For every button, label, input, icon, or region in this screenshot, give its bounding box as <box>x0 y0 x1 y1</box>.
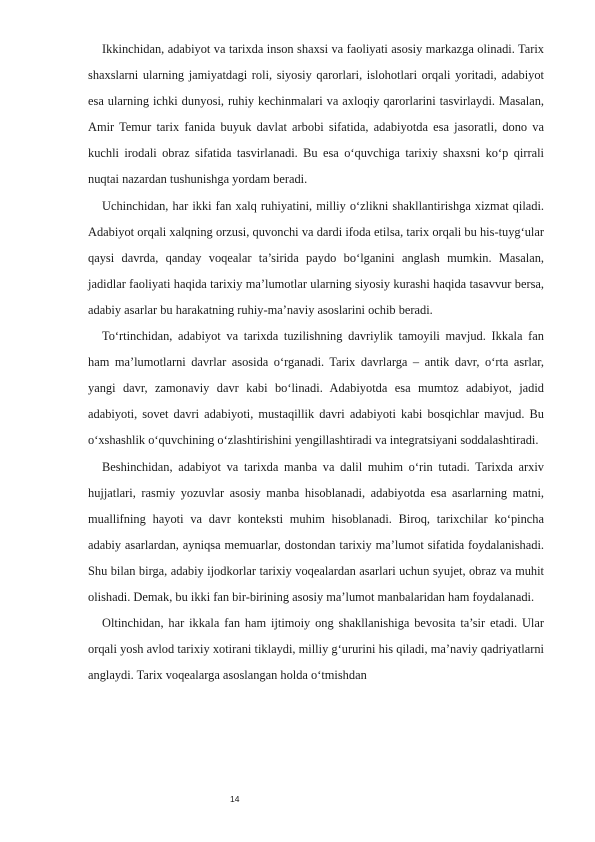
paragraph-uchinchidan: Uchinchidan, har ikki fan xalq ruhiyatini, milliy o‘zlikni shakllantirishga xizmat qiladi. Adabiyot orqali xalqning orzusi, quvonchi va dardi ifoda etilsa, tarix orqali bu his-tuyg‘ular qaysi davrda, qanday voqealar ta’sirida paydo bo‘lganini anglash mumkin. Masalan, jadidlar faoliyati haqida tarixiy ma’lumotlar ularning siyosiy kurashi haqida tasavvur bersa, adabiy asarlar bu harakatning ruhiy-ma’naviy asoslarini ochib beradi. <box>88 198 544 317</box>
page-number: 14 <box>230 794 240 804</box>
paragraph-oltinchidan: Oltinchidan, har ikkala fan ham ijtimoiy ong shakllanishiga bevosita ta’sir etadi. Ular orqali yosh avlod tarixiy xotirani tiklaydi, milliy g‘ururini his qiladi, ma’naviy qadriyatlarni anglaydi. Tarix voqealarga asoslangan holda o‘tmishdan <box>88 616 544 683</box>
paragraph-ikkinchidan: Ikkinchidan, adabiyot va tarixda inson shaxsi va faoliyati asosiy markazga olinadi. Tarix shaxslarni ularning jamiyatdagi roli, siyosiy qarorlari, islohotlari orqali yoritadi, adabiyot esa ularning ichki dunyosi, ruhiy kechinmalari va axloqiy qarorlarini tasvirlaydi. Masalan, Amir Temur tarix fanida buyuk davlat arbobi sifatida, adabiyotda esa jasoratli, dono va kuchli irodali obraz sifatida tasvirlanadi. Bu esa o‘quvchiga tarixiy shaxsni ko‘p qirrali nuqtai nazardan tushunishga yordam beradi. <box>88 42 544 187</box>
paragraph-tortinchidan: To‘rtinchidan, adabiyot va tarixda tuzilishning davriylik tamoyili mavjud. Ikkala fan ham ma’lumotlarni davrlar asosida o‘rganadi. Tarix davrlarga – antik davr, o‘rta asrlar, yangi davr, zamonaviy davr kabi bo‘linadi. Adabiyotda esa mumtoz adabiyot, jadid adabiyoti, sovet davri adabiyoti, mustaqillik davri adabiyoti kabi bosqichlar mavjud. Bu o‘xshashlik o‘quvchining o‘zlashtirishini yengillashtiradi va integratsiyani soddalashtiradi. <box>88 329 544 448</box>
paragraph-beshinchidan: Beshinchidan, adabiyot va tarixda manba va dalil muhim o‘rin tutadi. Tarixda arxiv hujjatlari, rasmiy yozuvlar asosiy manba hisoblanadi, adabiyotda esa asarlarning matni, muallifning hayoti va davr konteksti muhim hisoblanadi. Biroq, tarixchilar ko‘pincha adabiy asarlardan, ayniqsa memuarlar, dostondan tarixiy ma’lumot sifatida foydalanishadi. Shu bilan birga, adabiy ijodkorlar tarixiy voqealardan asarlari uchun syujet, obraz va muhit olishadi. Demak, bu ikki fan bir-birining asosiy ma’lumot manbalaridan ham foydalanadi. <box>88 459 544 604</box>
document-page <box>88 36 544 688</box>
